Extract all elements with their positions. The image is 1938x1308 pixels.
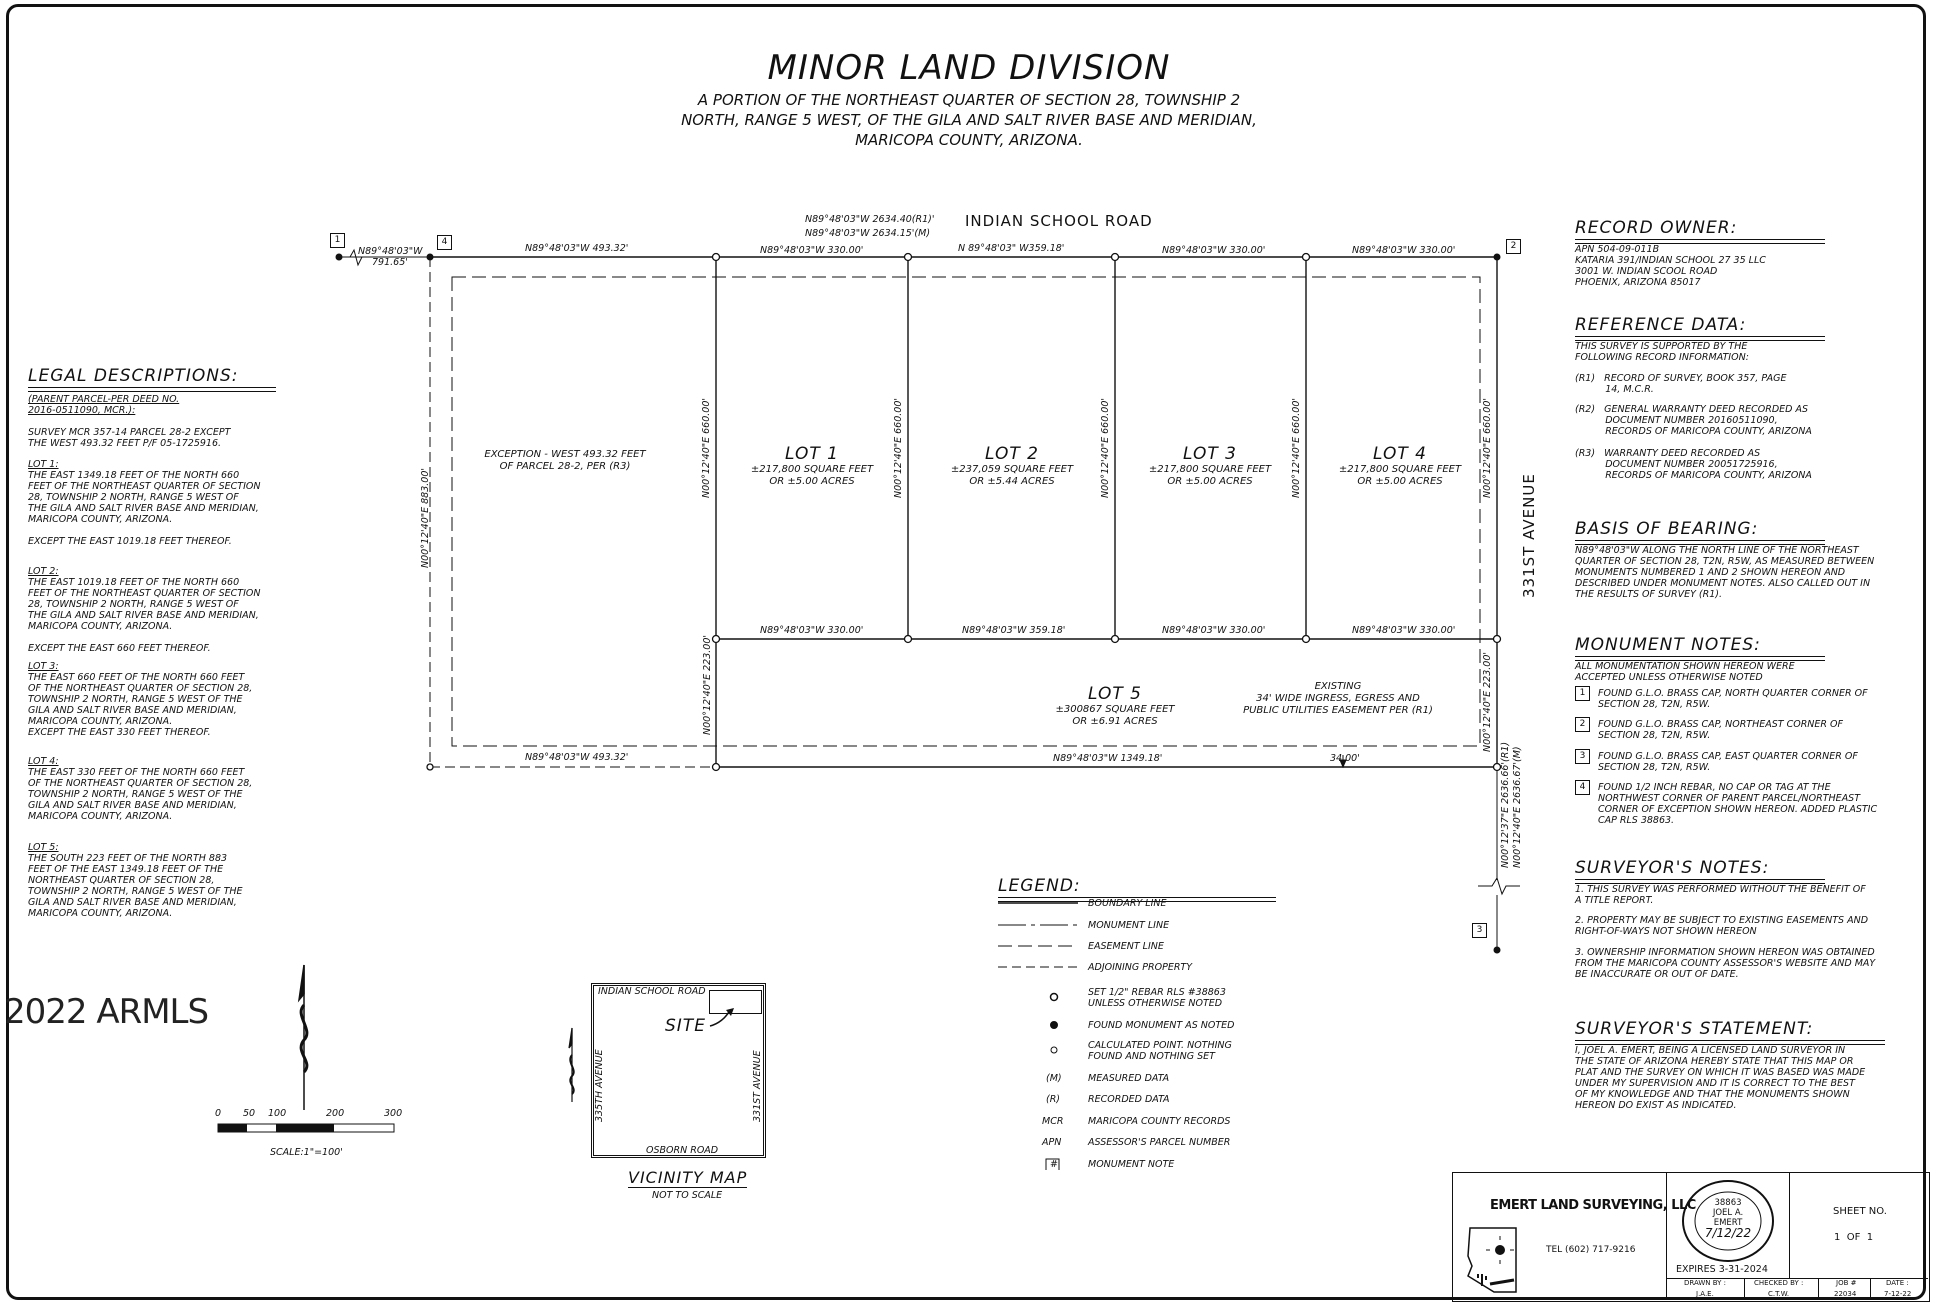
exception-line-1: EXCEPTION - WEST 493.32 FEET <box>484 449 646 460</box>
scale-tick-300: 300 <box>384 1108 403 1119</box>
legend-found: FOUND MONUMENT AS NOTED <box>1088 1020 1235 1031</box>
title-block-divider-3 <box>1818 1278 1819 1300</box>
easement-line-3: PUBLIC UTILITIES EASEMENT PER (R1) <box>1243 705 1433 716</box>
reference-r2: (R2) GENERAL WARRANTY DEED RECORDED AS DOCUMENT NUMBER 20160511090, RECORDS OF MARICOPA COUNTY, ARIZONA <box>1575 404 1812 437</box>
monument-tag-3: 3 <box>1472 923 1487 938</box>
legend-boundary: BOUNDARY LINE <box>1088 898 1167 909</box>
easement-note <box>1238 681 1438 717</box>
dim-mid-lot2: N89°48'03"W 359.18' <box>962 625 1066 636</box>
page-title: MINOR LAND DIVISION <box>767 48 1171 88</box>
legend-measured: MEASURED DATA <box>1088 1073 1170 1084</box>
lot-4-label <box>1330 444 1470 488</box>
lot-area: ±217,800 SQUARE FEET <box>1338 464 1462 475</box>
legal-lot1-heading: LOT 1: <box>28 459 59 470</box>
dim-v-lot5-east: N00°12'40"E 223.00' <box>1482 652 1493 752</box>
north-line-record: N89°48'03"W 2634.40(R1)' <box>805 214 935 225</box>
job-number: 22034 <box>1834 1290 1857 1298</box>
vicinity-road-west: 335TH AVENUE <box>594 1049 605 1122</box>
legal-lot5-body: THE SOUTH 223 FEET OF THE NORTH 883 FEET OF THE EAST 1349.18 FEET OF THE NORTHEAST QUARTER OF SECTION 28, TOWNSHIP 2 NORTH, RANGE 5 WEST OF THE GILA AND SALT RIVER BASE AND MERIDIAN, MARICOPA COUNTY, ARIZONA. <box>28 853 243 919</box>
reference-r3: (R3) WARRANTY DEED RECORDED AS DOCUMENT NUMBER 20051725916, RECORDS OF MARICOPA COUNTY, ARIZONA <box>1575 448 1812 481</box>
vicinity-map-title: VICINITY MAP <box>628 1168 748 1187</box>
legend-recorded: RECORDED DATA <box>1088 1094 1170 1105</box>
lot-area: ±237,059 SQUARE FEET <box>950 464 1074 475</box>
legend-m-symbol: (M) <box>1046 1073 1062 1084</box>
north-arrow-icon <box>280 960 410 1120</box>
surveyor-statement-heading: SURVEYOR'S STATEMENT: <box>1575 1019 1885 1041</box>
legend-easement: EASEMENT LINE <box>1088 941 1164 952</box>
legal-parent-body: SURVEY MCR 357-14 PARCEL 28-2 EXCEPT THE WEST 493.32 FEET P/F 05-1725916. <box>28 427 231 449</box>
monument-note-tag-4: 4 <box>1575 780 1590 795</box>
scale-label: SCALE:1"=100' <box>270 1147 343 1158</box>
dim-mid-lot1: N89°48'03"W 330.00' <box>760 625 864 636</box>
dim-corner-bearing: N89°48'03"W <box>358 246 423 257</box>
dim-west-side: N00°12'40"E 883.00' <box>420 468 431 568</box>
monument-notes-heading: MONUMENT NOTES: <box>1575 635 1825 657</box>
scale-tick-50: 50 <box>243 1108 256 1119</box>
dim-bottom-main: N89°48'03"W 1349.18' <box>1053 753 1163 764</box>
lot-name: LOT 3 <box>1183 444 1237 464</box>
date-value: 7-12-22 <box>1884 1290 1912 1298</box>
vicinity-road-south: OSBORN ROAD <box>646 1145 719 1156</box>
legal-lot5-heading: LOT 5: <box>28 842 59 853</box>
lot-name: LOT 2 <box>985 444 1039 464</box>
lot-acres: OR ±5.00 ACRES <box>1357 476 1443 487</box>
legal-parent-heading: (PARENT PARCEL-PER DEED NO. 2016-0511090, MCR.): <box>28 394 180 416</box>
seal-number: 38863 <box>1714 1198 1742 1208</box>
dim-v-lot5-west: N00°12'40"E 223.00' <box>702 635 713 735</box>
vicinity-map <box>591 983 766 1158</box>
lot-acres: OR ±5.44 ACRES <box>969 476 1055 487</box>
checked-by-label: CHECKED BY : <box>1754 1279 1804 1287</box>
vicinity-road-east: 331ST AVENUE <box>752 1050 763 1122</box>
lot-acres: OR ±5.00 ACRES <box>769 476 855 487</box>
monument-notes-intro: ALL MONUMENTATION SHOWN HEREON WERE ACCEPTED UNLESS OTHERWISE NOTED <box>1575 661 1795 683</box>
company-name: EMERT LAND SURVEYING, LLC <box>1490 1198 1696 1213</box>
lot-name: LOT 4 <box>1373 444 1427 464</box>
legend-symbols <box>990 895 1090 1170</box>
dim-easement-width: 34.00' <box>1330 753 1360 764</box>
dim-v-lot4-east: N00°12'40"E 660.00' <box>1482 398 1493 498</box>
seal-text <box>1680 1198 1776 1238</box>
legal-lot4-body: THE EAST 330 FEET OF THE NORTH 660 FEET OF THE NORTHEAST QUARTER OF SECTION 28, TOWNSHIP 2 NORTH, RANGE 5 WEST OF THE GILA AND SALT RIVER BASE AND MERIDIAN, MARICOPA COUNTY, ARIZONA. <box>28 767 253 822</box>
dim-v-lot2-west: N00°12'40"E 660.00' <box>893 398 904 498</box>
drawn-by-label: DRAWN BY : <box>1684 1279 1727 1287</box>
record-owner-body: APN 504-09-011B KATARIA 391/INDIAN SCHOOL 27 35 LLC 3001 W. INDIAN SCOOL ROAD PHOENIX, ARIZONA 85017 <box>1575 244 1766 288</box>
lot-area: ±217,800 SQUARE FEET <box>750 464 874 475</box>
reference-heading: REFERENCE DATA: <box>1575 315 1825 337</box>
road-331st-avenue: 331ST AVENUE <box>1520 473 1538 598</box>
job-label: JOB # <box>1836 1279 1857 1287</box>
legend-note: MONUMENT NOTE <box>1088 1159 1175 1170</box>
lot-area: ±217,800 SQUARE FEET <box>1148 464 1272 475</box>
dim-top-lot4: N89°48'03"W 330.00' <box>1352 245 1456 256</box>
scale-tick-200: 200 <box>326 1108 345 1119</box>
legend-heading: LEGEND: <box>998 876 1276 898</box>
surveyor-statement-body: I, JOEL A. EMERT, BEING A LICENSED LAND SURVEYOR IN THE STATE OF ARIZONA HEREBY STATE THAT THIS MAP OR PLAT AND THE SURVEY ON WHICH IT WAS BASED WAS MADE UNDER MY SUPERVISION AND IT IS CORRECT TO THE BEST OF MY KNOWLEDGE AND THAT THE MONUMENTS SHOWN HEREON DO EXIST AS INDICATED. <box>1575 1045 1866 1111</box>
reference-r1: (R1) RECORD OF SURVEY, BOOK 357, PAGE 14, M.C.R. <box>1575 373 1787 395</box>
lot-acres: OR ±5.00 ACRES <box>1167 476 1253 487</box>
easement-line-2: 34' WIDE INGRESS, EGRESS AND <box>1256 693 1420 704</box>
dim-v-east-measured: N00°12'40"E 2636.67'(M) <box>1512 746 1523 868</box>
subtitle-line-3: MARICOPA COUNTY, ARIZONA. <box>855 131 1083 149</box>
lot-1-label <box>742 444 882 488</box>
dim-mid-lot4: N89°48'03"W 330.00' <box>1352 625 1456 636</box>
legal-lot2-heading: LOT 2: <box>28 566 59 577</box>
scale-tick-100: 100 <box>268 1108 287 1119</box>
lot-name: LOT 5 <box>1088 684 1142 704</box>
legend-adjoining: ADJOINING PROPERTY <box>1088 962 1193 973</box>
dim-bottom-west: N89°48'03"W 493.32' <box>525 752 629 763</box>
surveyor-note-3: 3. OWNERSHIP INFORMATION SHOWN HEREON WAS OBTAINED FROM THE MARICOPA COUNTY ASSESSOR'S WEBSITE AND MAY BE INACCURATE OR OUT OF DATE. <box>1575 947 1876 980</box>
vicinity-road-north: INDIAN SCHOOL ROAD <box>598 986 706 997</box>
legal-lot1-body: THE EAST 1349.18 FEET OF THE NORTH 660 FEET OF THE NORTHEAST QUARTER OF SECTION 28, TOWNSHIP 2 NORTH, RANGE 5 WEST OF THE GILA AND SALT RIVER BASE AND MERIDIAN, MARICOPA COUNTY, ARIZONA. EXCEPT THE EAST 1019.18 FEET THEREOF. <box>28 470 261 547</box>
sheet-label: SHEET NO. <box>1833 1206 1887 1217</box>
dim-mid-lot3: N89°48'03"W 330.00' <box>1162 625 1266 636</box>
checked-by: C.T.W. <box>1768 1290 1790 1298</box>
surveyor-note-2: 2. PROPERTY MAY BE SUBJECT TO EXISTING EASEMENTS AND RIGHT-OF-WAYS NOT SHOWN HEREON <box>1575 915 1869 937</box>
dim-top-lot3: N89°48'03"W 330.00' <box>1162 245 1266 256</box>
legend-r-symbol: (R) <box>1046 1094 1061 1105</box>
scale-tick-0: 0 <box>215 1108 222 1119</box>
easement-line-1: EXISTING <box>1314 681 1362 692</box>
surveyor-notes-heading: SURVEYOR'S NOTES: <box>1575 858 1825 880</box>
scale-bar <box>216 1122 406 1144</box>
legend-monument: MONUMENT LINE <box>1088 920 1170 931</box>
company-phone: TEL (602) 717-9216 <box>1546 1245 1636 1255</box>
dim-top-lot1: N89°48'03"W 330.00' <box>760 245 864 256</box>
dim-top-west: N89°48'03"W 493.32' <box>525 243 629 254</box>
monument-note-tag-3: 3 <box>1575 749 1590 764</box>
seal-name-1: JOEL A. <box>1712 1208 1744 1218</box>
dim-v-lot1-west: N00°12'40"E 660.00' <box>701 398 712 498</box>
legend-apn: ASSESSOR'S PARCEL NUMBER <box>1088 1137 1231 1148</box>
north-line-measured: N89°48'03"W 2634.15'(M) <box>805 228 931 239</box>
dim-v-lot4-west: N00°12'40"E 660.00' <box>1291 398 1302 498</box>
exception-line-2: OF PARCEL 28-2, PER (R3) <box>499 461 631 472</box>
seal-name-2: EMERT <box>1713 1218 1743 1228</box>
dim-corner-distance: 791.65' <box>372 257 408 268</box>
legal-lot3-body: THE EAST 660 FEET OF THE NORTH 660 FEET OF THE NORTHEAST QUARTER OF SECTION 28, TOWNSHIP 2 NORTH, RANGE 5 WEST OF THE GILA AND SALT RIVER BASE AND MERIDIAN, MARICOPA COUNTY, ARIZONA. EXCEPT THE EAST 330 FEET THEREOF. <box>28 672 253 738</box>
legend-note-symbol: # <box>1050 1159 1058 1170</box>
title-block-divider-2 <box>1744 1278 1745 1300</box>
monument-note-1: FOUND G.L.O. BRASS CAP, NORTH QUARTER CORNER OF SECTION 28, T2N, R5W. <box>1598 688 1868 710</box>
dim-top-lot2: N 89°48'03" W359.18' <box>958 243 1065 254</box>
legal-heading: LEGAL DESCRIPTIONS: <box>28 366 276 388</box>
armls-watermark: 2022 ARMLS <box>4 992 209 1032</box>
monument-note-tag-1: 1 <box>1575 686 1590 701</box>
lot-2-label <box>942 444 1082 488</box>
monument-tag-1: 1 <box>330 233 345 248</box>
monument-note-3: FOUND G.L.O. BRASS CAP, EAST QUARTER CORNER OF SECTION 28, T2N, R5W. <box>1598 751 1858 773</box>
legal-lot3-heading: LOT 3: <box>28 661 59 672</box>
legend-mcr-symbol: MCR <box>1042 1116 1064 1127</box>
lot-name: LOT 1 <box>785 444 839 464</box>
monument-note-2: FOUND G.L.O. BRASS CAP, NORTHEAST CORNER OF SECTION 28, T2N, R5W. <box>1598 719 1843 741</box>
drawn-by: J.A.E. <box>1696 1290 1714 1298</box>
lot-area: ±300867 SQUARE FEET <box>1055 704 1175 715</box>
legend-rebar: SET 1/2" REBAR RLS #38863 UNLESS OTHERWISE NOTED <box>1088 987 1226 1009</box>
surveyor-note-1: 1. THIS SURVEY WAS PERFORMED WITHOUT THE BENEFIT OF A TITLE REPORT. <box>1575 884 1866 906</box>
monument-note-4: FOUND 1/2 INCH REBAR, NO CAP OR TAG AT THE NORTHWEST CORNER OF PARENT PARCEL/NORTHEAST CORNER OF EXCEPTION SHOWN HEREON. ADDED PLASTIC CAP RLS 38863. <box>1598 782 1878 826</box>
dim-v-lot3-west: N00°12'40"E 660.00' <box>1100 398 1111 498</box>
vicinity-site-label: SITE <box>665 1016 706 1036</box>
arizona-logo-icon <box>1464 1226 1534 1294</box>
monument-tag-2: 2 <box>1506 239 1521 254</box>
road-indian-school: INDIAN SCHOOL ROAD <box>965 212 1153 230</box>
lot-3-label <box>1140 444 1280 488</box>
lot-acres: OR ±6.91 ACRES <box>1072 716 1158 727</box>
reference-intro: THIS SURVEY IS SUPPORTED BY THE FOLLOWING RECORD INFORMATION: <box>1575 341 1749 363</box>
dim-v-east-record: N00°12'37"E 2636.66'(R1) <box>1500 741 1511 868</box>
lot-5-label <box>1045 684 1185 728</box>
record-owner-heading: RECORD OWNER: <box>1575 218 1825 240</box>
monument-note-tag-2: 2 <box>1575 717 1590 732</box>
vicinity-map-subtitle: NOT TO SCALE <box>652 1190 723 1201</box>
legend-mcr: MARICOPA COUNTY RECORDS <box>1088 1116 1231 1127</box>
exception-note <box>470 449 660 473</box>
sheet-number: 1 OF 1 <box>1834 1232 1874 1243</box>
bearing-heading: BASIS OF BEARING: <box>1575 519 1825 541</box>
date-label: DATE : <box>1886 1279 1909 1287</box>
bearing-body: N89°48'03"W ALONG THE NORTH LINE OF THE NORTHEAST QUARTER OF SECTION 28, T2N, R5W, AS MEASURED BETWEEN MONUMENTS NUMBERED 1 AND 2 SHOWN HEREON AND DESCRIBED UNDER MONUMENT NOTES. ALSO CALLED OUT IN THE RESULTS OF SURVEY (R1). <box>1575 545 1875 600</box>
legend-apn-symbol: APN <box>1042 1137 1062 1148</box>
subtitle-line-2: NORTH, RANGE 5 WEST, OF THE GILA AND SALT RIVER BASE AND MERIDIAN, <box>681 111 1257 129</box>
title-block-divider-4 <box>1870 1278 1871 1300</box>
legend-calculated: CALCULATED POINT. NOTHING FOUND AND NOTHING SET <box>1088 1040 1232 1062</box>
subtitle-line-1: A PORTION OF THE NORTHEAST QUARTER OF SECTION 28, TOWNSHIP 2 <box>697 91 1241 109</box>
seal-expires: EXPIRES 3-31-2024 <box>1676 1264 1768 1275</box>
monument-tag-4: 4 <box>437 235 452 250</box>
site-arrow-icon <box>708 1006 738 1030</box>
legal-lot2-body: THE EAST 1019.18 FEET OF THE NORTH 660 FEET OF THE NORTHEAST QUARTER OF SECTION 28, TOWNSHIP 2 NORTH, RANGE 5 WEST OF THE GILA AND SALT RIVER BASE AND MERIDIAN, MARICOPA COUNTY, ARIZONA. EXCEPT THE EAST 660 FEET THEREOF. <box>28 577 261 654</box>
seal-date: 7/12/22 <box>1704 1226 1752 1240</box>
legal-lot4-heading: LOT 4: <box>28 756 59 767</box>
